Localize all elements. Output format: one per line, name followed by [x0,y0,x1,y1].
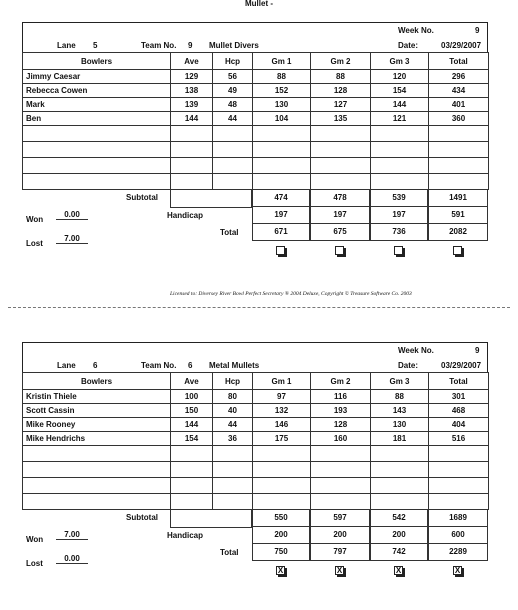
bowler-ave: 129 [171,70,213,84]
total-total: 2289 [428,544,488,561]
col-bowlers: Bowlers [23,373,171,390]
total-gm2: 675 [310,224,370,241]
subtotal-gm2: 597 [310,510,370,527]
team-no-value: 9 [188,41,193,50]
handicap-total: 600 [428,527,488,544]
bowler-total: 516 [429,432,489,446]
lost-value: 7.00 [56,234,88,244]
sheet-header [22,22,488,52]
handicap-gm2: 200 [310,527,370,544]
bowler-gm3: 120 [371,70,429,84]
bowler-gm2: 116 [311,390,371,404]
col-hcp: Hcp [213,373,253,390]
game3-win-checkbox[interactable]: X [395,566,402,575]
handicap-gm3: 197 [370,207,428,224]
game2-win-checkbox[interactable] [335,246,344,255]
page-title: Mullet - [245,0,273,8]
won-label: Won [26,535,44,544]
lost-label: Lost [26,239,43,248]
bowler-gm2: 193 [311,404,371,418]
table-row [23,84,489,98]
bowler-ave: 100 [171,390,213,404]
lane-label: Lane [57,41,76,50]
bowler-table [22,52,489,190]
bowler-gm1: 88 [253,70,311,84]
bowler-name: Ben [23,112,171,126]
col-total: Total [429,373,489,390]
subtotal-total: 1689 [428,510,488,527]
date-label: Date: [398,41,419,50]
total-win-checkbox[interactable] [453,246,462,255]
bowler-gm2: 160 [311,432,371,446]
bowler-gm1: 175 [253,432,311,446]
col-bowlers: Bowlers [23,53,171,70]
table-row [23,98,489,112]
score-sheet-lane-6 [22,342,488,580]
team-no-value: 6 [188,361,193,370]
handicap-gm1: 197 [252,207,310,224]
bowler-gm3: 181 [371,432,429,446]
table-row [23,432,489,446]
bowler-ave: 139 [171,98,213,112]
handicap-label: Handicap [167,211,204,220]
col-gm1: Gm 1 [253,373,311,390]
col-gm2: Gm 2 [311,53,371,70]
bowler-table [22,372,489,510]
table-header [23,373,489,390]
subtotal-spacer [170,190,252,208]
week-no-label: Week No. [398,26,434,35]
lane-value: 6 [93,361,98,370]
bowler-name: Mike Hendrichs [23,432,171,446]
lane-value: 5 [93,41,98,50]
col-gm3: Gm 3 [371,373,429,390]
table-row [23,418,489,432]
won-value: 7.00 [56,530,88,540]
lost-label: Lost [26,559,43,568]
totals-section [22,190,488,260]
total-gm3: 736 [370,224,428,241]
bowler-ave: 138 [171,84,213,98]
bowler-name: Jimmy Caesar [23,70,171,84]
table-row [23,404,489,418]
team-name: Metal Mullets [209,361,260,370]
team-name: Mullet Divers [209,41,259,50]
subtotal-spacer [170,510,252,528]
table-row [23,462,489,478]
bowler-gm2: 128 [311,418,371,432]
col-hcp: Hcp [213,53,253,70]
bowler-name: Scott Cassin [23,404,171,418]
subtotal-label: Subtotal [126,193,158,202]
game1-win-checkbox[interactable]: X [277,566,284,575]
table-row [23,174,489,190]
game2-win-checkbox[interactable]: X [336,566,343,575]
handicap-total: 591 [428,207,488,224]
bowler-hcp: 49 [213,84,253,98]
date-value: 03/29/2007 [441,41,482,50]
table-row [23,142,489,158]
bowler-hcp: 44 [213,112,253,126]
totals-section [22,510,488,580]
bowler-ave: 150 [171,404,213,418]
total-gm1: 750 [252,544,310,561]
team-no-label: Team No. [141,41,177,50]
bowler-total: 360 [429,112,489,126]
bowler-gm1: 132 [253,404,311,418]
date-label: Date: [398,361,419,370]
subtotal-gm1: 474 [252,190,310,207]
subtotal-gm1: 550 [252,510,310,527]
bowler-ave: 144 [171,112,213,126]
bowler-gm3: 144 [371,98,429,112]
table-row [23,478,489,494]
handicap-gm2: 197 [310,207,370,224]
table-row [23,70,489,84]
bowler-total: 301 [429,390,489,404]
total-label: Total [220,228,239,237]
lane-label: Lane [57,361,76,370]
sheet-header [22,342,488,372]
bowler-hcp: 56 [213,70,253,84]
subtotal-gm3: 542 [370,510,428,527]
bowler-gm1: 152 [253,84,311,98]
total-total: 2082 [428,224,488,241]
bowler-hcp: 36 [213,432,253,446]
won-value: 0.00 [56,210,88,220]
date-value: 03/29/2007 [441,361,482,370]
total-win-checkbox[interactable]: X [454,566,461,575]
handicap-label: Handicap [167,531,204,540]
bowler-gm3: 130 [371,418,429,432]
bowler-total: 468 [429,404,489,418]
col-gm2: Gm 2 [311,373,371,390]
bowler-hcp: 44 [213,418,253,432]
table-header [23,53,489,70]
bowler-hcp: 40 [213,404,253,418]
subtotal-label: Subtotal [126,513,158,522]
subtotal-total: 1491 [428,190,488,207]
week-no-label: Week No. [398,346,434,355]
total-label: Total [220,548,239,557]
table-row [23,494,489,510]
bowler-gm2: 127 [311,98,371,112]
bowler-hcp: 48 [213,98,253,112]
bowler-name: Mike Rooney [23,418,171,432]
license-footer: Licensed to: Diversey River Bowl Perfect Secretary ® 2004 Deluxe, Copyright © Treasure Software Co. 2003 [170,291,412,297]
bowler-gm1: 146 [253,418,311,432]
score-sheet-lane-5 [22,22,488,260]
bowler-total: 404 [429,418,489,432]
bowler-name: Kristin Thiele [23,390,171,404]
bowler-total: 401 [429,98,489,112]
week-no-value: 9 [475,346,480,355]
bowler-name: Mark [23,98,171,112]
col-gm1: Gm 1 [253,53,311,70]
bowler-gm3: 88 [371,390,429,404]
week-no-value: 9 [475,26,480,35]
bowler-gm1: 104 [253,112,311,126]
bowler-total: 434 [429,84,489,98]
bowler-hcp: 80 [213,390,253,404]
subtotal-gm2: 478 [310,190,370,207]
game1-win-checkbox[interactable] [276,246,285,255]
col-ave: Ave [171,53,213,70]
lost-value: 0.00 [56,554,88,564]
col-gm3: Gm 3 [371,53,429,70]
total-gm3: 742 [370,544,428,561]
table-row [23,126,489,142]
total-gm1: 671 [252,224,310,241]
col-ave: Ave [171,373,213,390]
table-row [23,446,489,462]
bowler-total: 296 [429,70,489,84]
bowler-gm2: 88 [311,70,371,84]
bowler-ave: 154 [171,432,213,446]
bowler-gm1: 97 [253,390,311,404]
table-row [23,390,489,404]
bowler-gm2: 128 [311,84,371,98]
bowler-gm3: 154 [371,84,429,98]
page-divider [8,307,510,308]
bowler-gm3: 143 [371,404,429,418]
bowler-ave: 144 [171,418,213,432]
won-label: Won [26,215,44,224]
table-row [23,158,489,174]
table-row [23,112,489,126]
subtotal-gm3: 539 [370,190,428,207]
bowler-gm3: 121 [371,112,429,126]
bowler-name: Rebecca Cowen [23,84,171,98]
bowler-gm2: 135 [311,112,371,126]
bowler-gm1: 130 [253,98,311,112]
game3-win-checkbox[interactable] [394,246,403,255]
handicap-gm3: 200 [370,527,428,544]
total-gm2: 797 [310,544,370,561]
handicap-gm1: 200 [252,527,310,544]
col-total: Total [429,53,489,70]
team-no-label: Team No. [141,361,177,370]
